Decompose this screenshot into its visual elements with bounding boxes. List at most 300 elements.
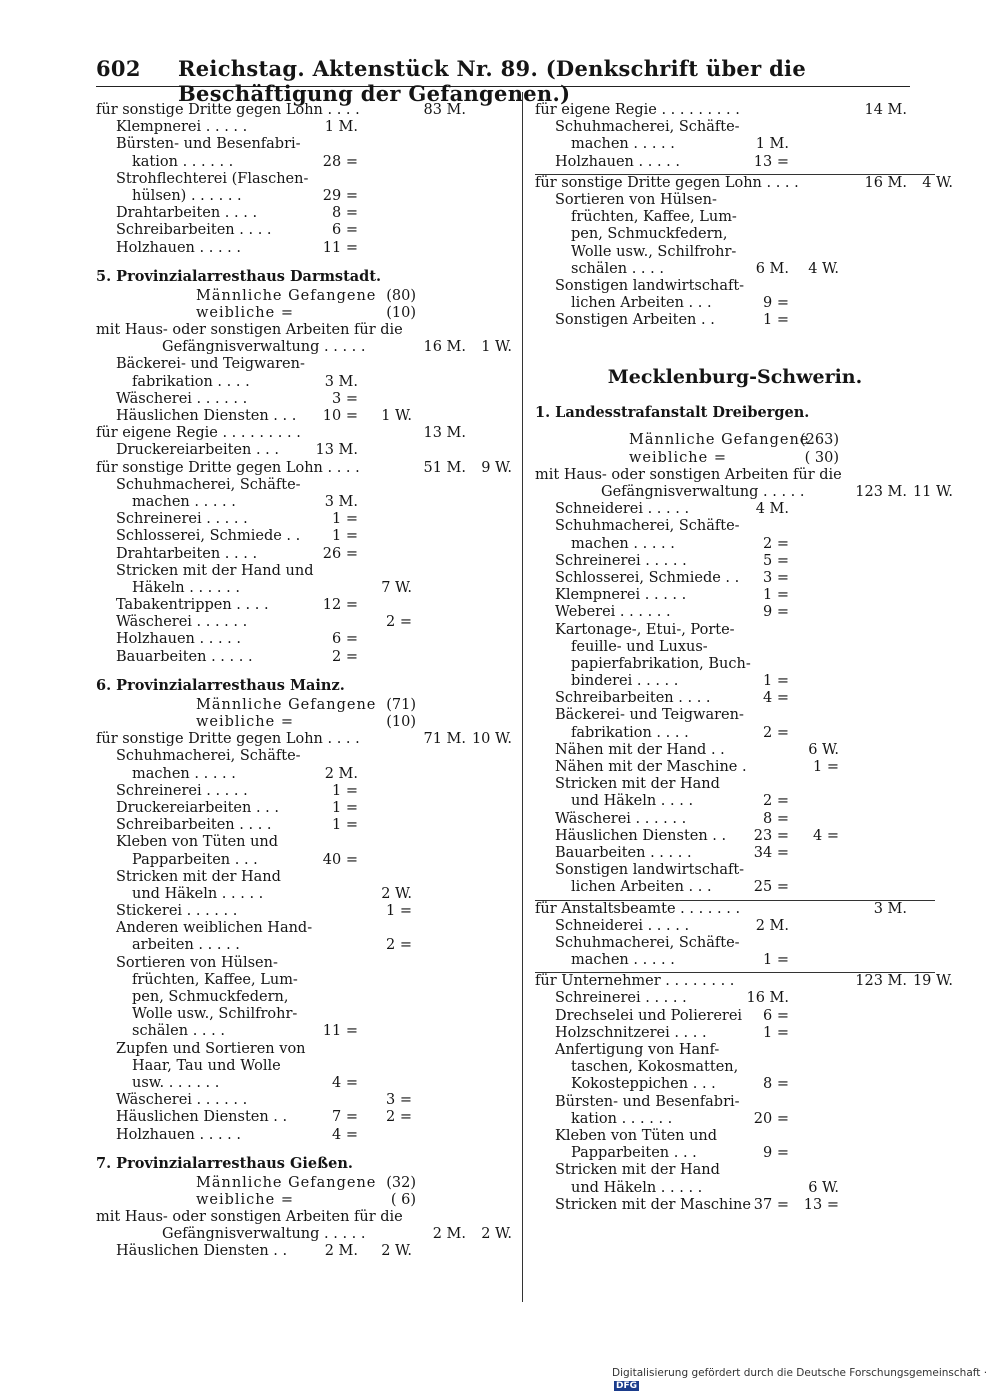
female-count: 13 = (803, 1196, 839, 1213)
line-text: für Unternehmer . . . . . . . . (535, 973, 735, 990)
work-item-line (535, 604, 935, 621)
work-item-line (96, 852, 512, 869)
line-text: für sonstige Dritte gegen Lohn . . . . (535, 174, 799, 191)
line-text: Sortieren von Hülsen- (555, 191, 717, 208)
work-item-line (96, 920, 512, 937)
work-item-line (96, 1092, 512, 1109)
line-text: und Häkeln . . . . (571, 793, 694, 810)
line-text: Häuslichen Diensten . . (116, 1109, 288, 1126)
work-item-line (96, 886, 512, 903)
work-item-line (535, 226, 935, 243)
work-item-line (535, 553, 935, 570)
line-text: mit Haus- oder sonstigen Arbeiten für die (535, 466, 842, 483)
work-item-line (535, 501, 935, 518)
female-total: 19 W. (912, 973, 953, 990)
line-text: kation . . . . . . (132, 153, 234, 170)
category-line (535, 900, 935, 918)
work-item-line (96, 119, 512, 136)
line-text: Klempnerei . . . . . (555, 587, 687, 604)
line-text: Holzhauen . . . . . (116, 631, 241, 648)
prisoner-count: (10) (386, 304, 416, 321)
line-text: Männliche Gefangene (629, 432, 810, 449)
spacer (535, 393, 935, 401)
work-item-line (535, 136, 935, 153)
line-text: und Häkeln . . . . . (571, 1179, 703, 1196)
prisoner-count-line (535, 432, 935, 449)
line-text: Mecklenburg-Schwerin. (607, 366, 863, 389)
spacer (535, 345, 935, 353)
line-text: Schreinerei . . . . . (555, 990, 687, 1007)
work-item-line (96, 649, 512, 666)
male-count: 10 = (322, 408, 358, 424)
work-item-line (535, 1076, 935, 1093)
work-item-line (535, 828, 935, 845)
male-count: 6 = (332, 222, 358, 239)
line-text: weibliche = (629, 449, 727, 466)
line-text: Drechselei und Poliererei (555, 1007, 743, 1024)
line-text: fabrikation . . . . (132, 373, 250, 390)
line-text: für eigene Regie . . . . . . . . . (535, 102, 740, 118)
female-total: 9 W. (481, 459, 512, 476)
line-text: Sonstigen landwirtschaft- (555, 862, 745, 879)
line-text: Stricken mit der Maschine (555, 1196, 751, 1213)
line-text: Schreibarbeiten . . . . (116, 222, 272, 239)
work-item-line (96, 205, 512, 222)
female-total: 1 W. (481, 339, 512, 356)
category-line (96, 322, 512, 339)
line-text: Gefängnisverwaltung . . . . . (162, 339, 366, 356)
line-text: schälen . . . . (571, 260, 664, 277)
line-text: pen, Schmuckfedern, (571, 226, 728, 243)
line-text: kation . . . . . . (571, 1110, 673, 1127)
category-line (535, 484, 953, 501)
male-count: 29 = (322, 187, 358, 204)
line-text: feuille- und Luxus- (571, 638, 708, 655)
work-item-line (535, 639, 935, 656)
male-count: 9 = (763, 295, 789, 312)
line-text: Stricken mit der Hand und (116, 562, 314, 579)
male-count: 28 = (322, 153, 358, 170)
male-count: 23 = (753, 827, 789, 844)
line-text: usw. . . . . . . (132, 1074, 220, 1091)
work-item-line (535, 587, 935, 604)
prisoner-count-line (96, 697, 512, 714)
male-count: 11 = (322, 239, 358, 256)
work-item-line (535, 1180, 935, 1197)
spacer (535, 353, 935, 361)
work-item-line (96, 136, 512, 153)
work-item-line (535, 776, 935, 793)
male-total: 14 M. (864, 102, 907, 118)
line-text: machen . . . . . (571, 136, 675, 153)
female-count: 6 W. (808, 1179, 839, 1196)
work-item-line (535, 742, 935, 759)
line-text: Wäscherei . . . . . . (116, 614, 248, 631)
line-text: Schreibarbeiten . . . . (116, 817, 272, 834)
line-text: Anfertigung von Hanf- (555, 1042, 720, 1058)
work-item-line (535, 278, 935, 295)
line-text: Holzhauen . . . . . (555, 153, 680, 170)
line-text: Bäckerei- und Teigwaren- (555, 707, 744, 724)
page-number: 602 (96, 56, 141, 81)
work-item-line (535, 518, 935, 535)
male-count: 1 = (763, 587, 789, 604)
work-item-line (535, 1008, 935, 1025)
male-count: 9 = (763, 1145, 789, 1162)
work-item-line (96, 1075, 512, 1092)
work-item-line (535, 295, 935, 312)
line-text: taschen, Kokosmatten, (571, 1059, 739, 1076)
work-item-line (96, 937, 512, 954)
line-text: Sortieren von Hülsen- (116, 954, 278, 971)
work-item-line (96, 511, 512, 528)
male-count: 1 = (763, 673, 789, 690)
male-count: 11 = (322, 1023, 358, 1040)
category-line (96, 1226, 512, 1243)
line-text: weibliche = (196, 714, 294, 730)
work-item-line (535, 209, 935, 226)
work-item-line (535, 312, 935, 329)
male-total: 71 M. (423, 731, 466, 748)
male-count: 37 = (753, 1196, 789, 1213)
line-text: für sonstige Dritte gegen Lohn . . . . (96, 459, 360, 476)
line-text: Schuhmacherei, Schäfte- (555, 518, 740, 535)
work-item-line (535, 1197, 935, 1214)
line-text: Papparbeiten . . . (571, 1145, 697, 1162)
work-item-line (535, 952, 935, 969)
female-count: 4 W. (808, 260, 839, 277)
female-count: 1 W. (381, 408, 412, 424)
prisoner-count-line (535, 450, 935, 467)
work-item-line (535, 192, 935, 209)
category-line (535, 972, 953, 990)
male-count: 13 = (753, 153, 789, 170)
work-item-line (96, 989, 512, 1006)
work-item-line (96, 834, 512, 851)
line-text: Drahtarbeiten . . . . (116, 205, 258, 222)
prisoner-count: ( 6) (390, 1191, 416, 1208)
line-text: Kartonage-, Etui-, Porte- (555, 621, 735, 638)
work-item-line (535, 879, 935, 896)
line-text: Schlosserei, Schmiede . . (555, 569, 740, 586)
work-item-line (96, 528, 512, 545)
male-count: 13 M. (315, 442, 358, 459)
line-text: Schreibarbeiten . . . . (555, 690, 711, 707)
line-text: hülsen) . . . . . . (132, 187, 242, 204)
prisoner-count: ( 30) (804, 449, 839, 466)
line-text: pen, Schmuckfedern, (132, 989, 289, 1005)
work-item-line (535, 656, 935, 673)
prisoner-count-line (96, 305, 512, 322)
spacer (96, 257, 512, 265)
male-total: 123 M. (855, 973, 907, 990)
line-text: für sonstige Dritte gegen Lohn . . . . (96, 731, 360, 748)
line-text: Sonstigen landwirtschaft- (555, 277, 745, 294)
work-item-line (535, 622, 935, 639)
male-total: 2 M. (432, 1226, 466, 1243)
female-count: 3 = (386, 1092, 412, 1109)
line-text: Schreinerei . . . . . (116, 511, 248, 528)
institution-heading (96, 1152, 512, 1175)
work-item-line (535, 1025, 935, 1042)
work-item-line (96, 614, 512, 631)
category-line (535, 467, 935, 484)
work-item-line (96, 869, 512, 886)
male-count: 1 = (332, 782, 358, 799)
line-text: machen . . . . . (132, 765, 236, 782)
work-item-line (96, 391, 512, 408)
work-item-line (96, 477, 512, 494)
male-count: 2 M. (324, 765, 358, 782)
work-item-line (96, 494, 512, 511)
male-count: 2 = (763, 724, 789, 741)
line-text: 1. Landesstrafanstalt Dreibergen. (535, 404, 810, 422)
line-text: Schreinerei . . . . . (116, 782, 248, 799)
work-item-line (96, 783, 512, 800)
prisoner-count: (32) (386, 1174, 416, 1191)
work-item-line (535, 1111, 935, 1128)
work-item-line (535, 725, 935, 742)
male-count: 26 = (322, 545, 358, 562)
prisoner-count: (71) (386, 696, 416, 713)
line-text: Nähen mit der Hand . . (555, 741, 725, 758)
female-total: 2 W. (481, 1226, 512, 1243)
male-count: 2 M. (755, 917, 789, 934)
male-count: 3 = (332, 390, 358, 407)
male-count: 1 = (332, 528, 358, 545)
male-count: 6 = (332, 631, 358, 648)
line-text: Männliche Gefangene (196, 696, 377, 713)
male-count: 3 M. (324, 373, 358, 390)
work-item-line (96, 563, 512, 580)
spacer (96, 1144, 512, 1152)
line-text: Männliche Gefangene (196, 1174, 377, 1191)
line-text: Wolle usw., Schilfrohr- (132, 1006, 298, 1023)
work-item-line (96, 1058, 512, 1075)
work-item-line (535, 990, 935, 1007)
male-count: 3 M. (324, 493, 358, 510)
prisoner-count-line (96, 1192, 512, 1209)
line-text: Stricken mit der Hand (555, 776, 720, 793)
work-item-line (535, 1162, 935, 1179)
dfg-logo: DFG (616, 1381, 638, 1391)
male-count: 8 = (763, 810, 789, 827)
line-text: Papparbeiten . . . (132, 851, 258, 868)
line-text: für sonstige Dritte gegen Lohn . . . . (96, 102, 360, 118)
line-text: Stickerei . . . . . . (116, 903, 238, 920)
spacer (96, 666, 512, 674)
male-count: 4 = (763, 690, 789, 707)
line-text: Schuhmacherei, Schäfte- (555, 934, 740, 951)
work-item-line (535, 759, 935, 776)
page-header (96, 52, 910, 106)
male-count: 40 = (322, 851, 358, 868)
line-text: lichen Arbeiten . . . (571, 295, 712, 312)
female-count: 2 W. (381, 885, 412, 902)
line-text: Bauarbeiten . . . . . (555, 844, 692, 861)
line-text: Tabakentrippen . . . . (116, 597, 269, 614)
male-count: 1 M. (755, 136, 789, 153)
category-line (96, 425, 512, 442)
work-item-line (535, 793, 935, 810)
institution-heading (535, 401, 935, 424)
line-text: machen . . . . . (571, 952, 675, 969)
line-text: 6. Provinzialarresthaus Mainz. (96, 676, 345, 694)
line-text: Schneiderei . . . . . (555, 501, 690, 518)
right-column (535, 102, 953, 1214)
work-item-line (96, 374, 512, 391)
work-item-line (96, 546, 512, 563)
male-total: 123 M. (855, 484, 907, 500)
line-text: 5. Provinzialarresthaus Darmstadt. (96, 267, 382, 285)
work-item-line (96, 1023, 512, 1040)
female-total: 4 W. (922, 174, 953, 191)
work-item-line (96, 356, 512, 373)
female-count: 2 = (386, 1109, 412, 1126)
work-item-line (535, 1145, 935, 1162)
line-text: Druckereiarbeiten . . . (116, 442, 280, 459)
line-text: Drahtarbeiten . . . . (116, 545, 258, 562)
male-count: 4 M. (755, 501, 789, 518)
male-count: 6 = (763, 1007, 789, 1024)
line-text: Stricken mit der Hand (116, 868, 281, 885)
female-count: 2 W. (381, 1243, 412, 1260)
male-count: 3 = (763, 569, 789, 586)
line-text: schälen . . . . (132, 1023, 225, 1040)
work-item-line (535, 1094, 935, 1111)
line-text: Bauarbeiten . . . . . (116, 648, 253, 665)
work-item-line (96, 408, 512, 425)
prisoner-count: (263) (800, 432, 839, 449)
line-text: Schuhmacherei, Schäfte- (116, 748, 301, 765)
work-item-line (96, 154, 512, 171)
left-column (96, 102, 512, 1261)
line-text: früchten, Kaffee, Lum- (571, 209, 737, 226)
work-item-line (535, 119, 935, 136)
line-text: machen . . . . . (132, 493, 236, 510)
work-item-line (96, 800, 512, 817)
line-text: Schuhmacherei, Schäfte- (116, 476, 301, 493)
category-line (96, 1209, 512, 1226)
male-count: 8 = (763, 1076, 789, 1093)
work-item-line (535, 1042, 935, 1059)
work-item-line (96, 631, 512, 648)
line-text: Nähen mit der Maschine . (555, 759, 747, 775)
line-text: Stricken mit der Hand (555, 1162, 720, 1179)
male-count: 12 = (322, 597, 358, 614)
work-item-line (535, 154, 935, 171)
line-text: für eigene Regie . . . . . . . . . (96, 425, 301, 442)
male-count: 2 = (332, 648, 358, 665)
column-divider (522, 92, 523, 1302)
male-count: 34 = (753, 844, 789, 861)
line-text: Schuhmacherei, Schäfte- (555, 119, 740, 136)
work-item-line (535, 811, 935, 828)
line-text: Wolle usw., Schilfrohr- (571, 243, 737, 260)
line-text: Schneiderei . . . . . (555, 917, 690, 934)
category-line (535, 102, 935, 119)
line-text: Gefängnisverwaltung . . . . . (601, 484, 805, 500)
work-item-line (535, 707, 935, 724)
prisoner-count: (10) (386, 714, 416, 730)
prisoner-count-line (96, 714, 512, 731)
female-count: 2 = (386, 614, 412, 631)
work-item-line (96, 1041, 512, 1058)
line-text: Weberei . . . . . . (555, 604, 671, 621)
work-item-line (96, 188, 512, 205)
line-text: Häkeln . . . . . . (132, 579, 240, 596)
work-item-line (96, 240, 512, 257)
male-total: 16 M. (864, 174, 907, 191)
line-text: Haar, Tau und Wolle (132, 1057, 281, 1074)
line-text: mit Haus- oder sonstigen Arbeiten für die (96, 322, 403, 339)
work-item-line (535, 244, 935, 261)
line-text: Wäscherei . . . . . . (116, 1092, 248, 1109)
line-text: fabrikation . . . . (571, 724, 689, 741)
work-item-line (535, 845, 935, 862)
work-item-line (96, 1127, 512, 1144)
work-item-line (535, 1128, 935, 1145)
line-text: Bäckerei- und Teigwaren- (116, 356, 305, 373)
female-count: 1 = (386, 903, 412, 920)
line-text: Druckereiarbeiten . . . (116, 799, 280, 816)
male-count: 7 = (332, 1109, 358, 1126)
line-text: Kleben von Tüten und (555, 1127, 718, 1144)
line-text: machen . . . . . (571, 535, 675, 552)
work-item-line (535, 690, 935, 707)
male-total: 51 M. (423, 459, 466, 476)
work-item-line (96, 766, 512, 783)
male-total: 3 M. (873, 900, 907, 917)
male-total: 83 M. (423, 102, 466, 118)
male-count: 1 = (332, 799, 358, 816)
work-item-line (96, 1109, 512, 1126)
female-count: 4 = (813, 827, 839, 844)
line-text: Häuslichen Diensten . . . (116, 408, 297, 424)
line-text: und Häkeln . . . . . (132, 885, 264, 902)
male-count: 2 = (763, 793, 789, 810)
line-text: mit Haus- oder sonstigen Arbeiten für die (96, 1209, 403, 1226)
line-text: lichen Arbeiten . . . (571, 879, 712, 896)
category-line (96, 102, 512, 119)
male-count: 1 = (763, 312, 789, 329)
line-text: für Anstaltsbeamte . . . . . . . (535, 900, 741, 917)
male-count: 1 = (763, 1024, 789, 1041)
work-item-line (96, 955, 512, 972)
line-text: Gefängnisverwaltung . . . . . (162, 1226, 366, 1243)
footer (612, 1367, 1000, 1391)
line-text: früchten, Kaffee, Lum- (132, 971, 298, 988)
work-item-line (96, 903, 512, 920)
work-item-line (96, 580, 512, 597)
work-item-line (535, 862, 935, 879)
male-count: 16 M. (746, 990, 789, 1007)
line-text: Holzhauen . . . . . (116, 1126, 241, 1143)
male-count: 1 = (763, 952, 789, 969)
line-text: Klempnerei . . . . . (116, 119, 248, 136)
female-count: 6 W. (808, 741, 839, 758)
line-text: weibliche = (196, 1191, 294, 1208)
male-total: 16 M. (423, 339, 466, 356)
spacer (535, 424, 935, 432)
line-text: Häuslichen Diensten . . (555, 827, 727, 844)
male-count: 1 = (332, 511, 358, 528)
line-text: Bürsten- und Besenfabri- (116, 136, 301, 153)
category-line (535, 174, 953, 192)
work-item-line (535, 918, 935, 935)
work-item-line (96, 442, 512, 459)
line-text: Zupfen und Sortieren von (116, 1040, 306, 1057)
